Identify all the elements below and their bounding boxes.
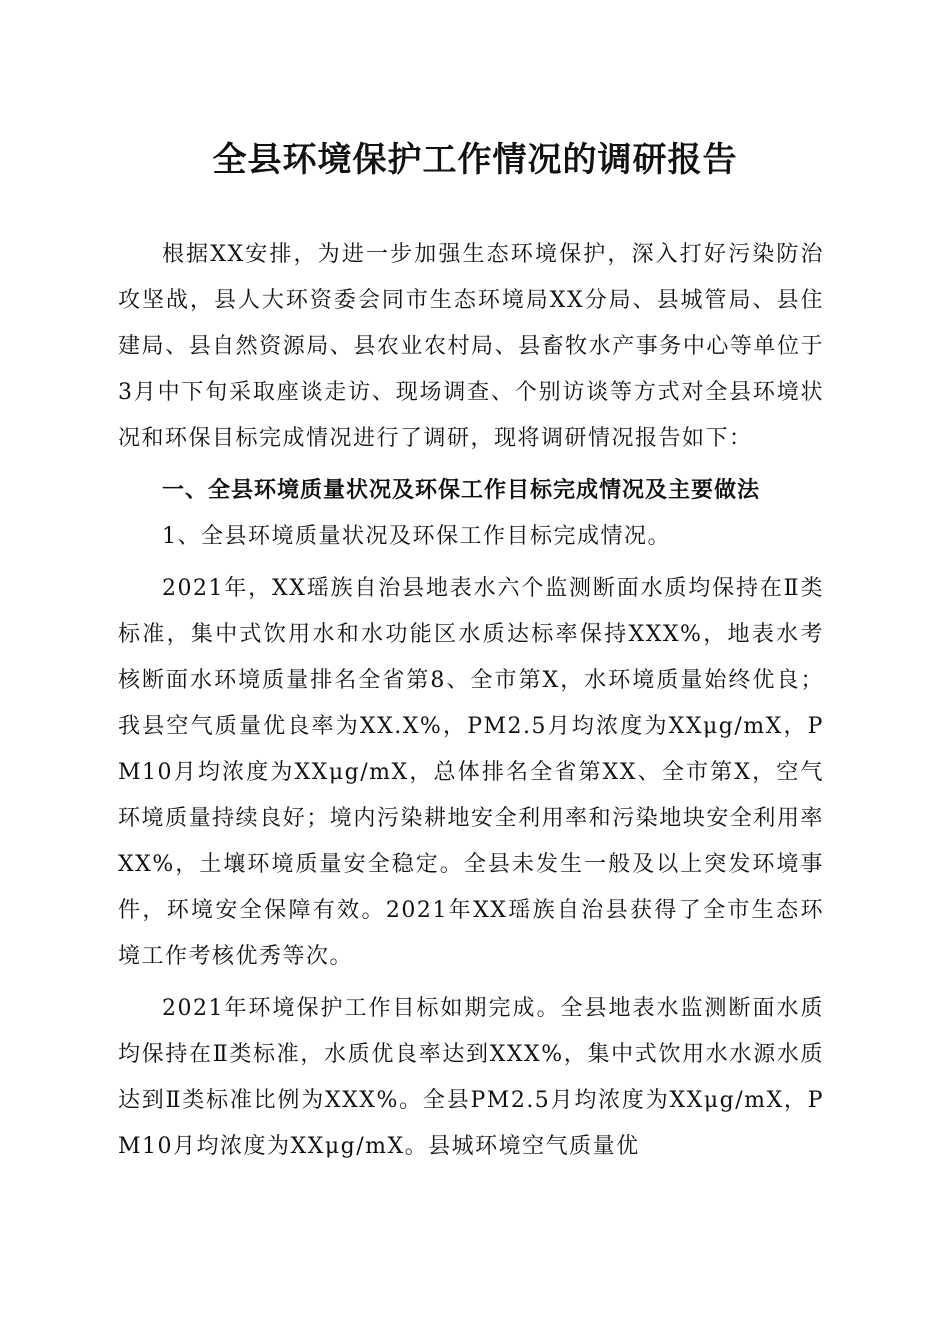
- subheading: 1、全县环境质量状况及环保工作目标完成情况。: [162, 524, 671, 549]
- document-title: 全县环境保护工作情况的调研报告: [212, 140, 738, 180]
- paragraph-intro: 根据XX安排，为进一步加强生态环境保护，深入打好污染防治攻坚战，县人大环资委会同市生态环境局XX分局、县城管局、县住建局、县自然资源局、县农业农村局、县畜牧水产事务中心等单位于3月中下旬采取座谈走访、现场调查、个别访谈等方式对全县环境状况和环保目标完成情况进行了调研，现将调研情况报告如下：: [118, 242, 824, 451]
- paragraph-quality: 2021年，XX瑶族自治县地表水六个监测断面水质均保持在Ⅱ类标准，集中式饮用水和水功能区水质达标率保持XXX%，地表水考核断面水环境质量排名全省第8、全市第X，水环境质量始终优良；我县空气质量优良率为XX.X%，PM2.5月均浓度为XXμg/mX，PM10月均浓度为XXμg/mX，总体排名全省第XX、全市第X，空气环境质量持续良好；境内污染耕地安全利用率和污染地块安全利用率XX%，土壤环境质量安全稳定。全县未发生一般及以上突发环境事件，环境安全保障有效。2021年XX瑶族自治县获得了全市生态环境工作考核优秀等次。: [118, 576, 824, 969]
- section-heading: 一、全县环境质量状况及环保工作目标完成情况及主要做法: [162, 478, 761, 503]
- document-body: [118, 232, 824, 1170]
- paragraph-targets: 2021年环境保护工作目标如期完成。全县地表水监测断面水质均保持在Ⅱ类标准，水质优良率达到XXX%，集中式饮用水水源水质达到Ⅱ类标准比例为XXX%。全县PM2.5月均浓度为XXμg/mX，PM10月均浓度为XXμg/mX。县城环境空气质量优: [118, 996, 824, 1159]
